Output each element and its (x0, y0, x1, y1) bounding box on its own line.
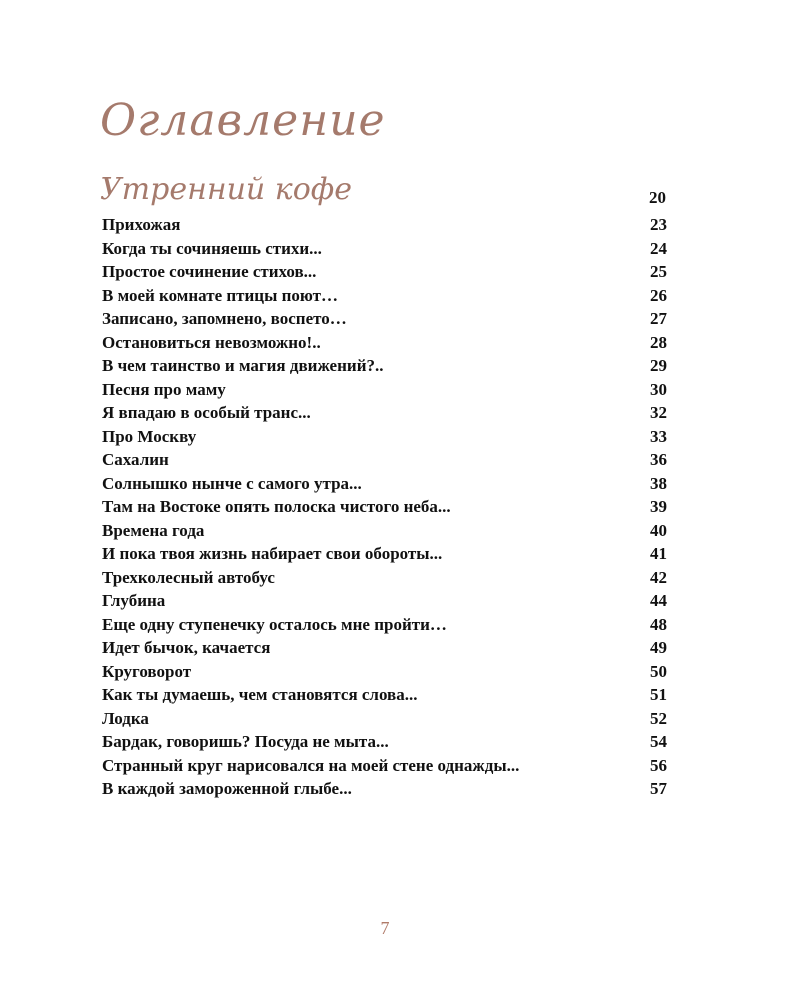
toc-entry-page: 24 (650, 238, 667, 258)
toc-entry-page: 51 (650, 685, 667, 704)
toc-entry (102, 730, 667, 754)
toc-entry-title: Идет бычок, качается (102, 638, 271, 657)
toc-entry (102, 401, 667, 425)
page-number: 7 (380, 918, 390, 938)
toc-entry-page: 32 (650, 403, 667, 422)
toc-entry-page: 50 (650, 661, 667, 681)
toc-entry (102, 636, 667, 660)
toc-entry-page: 25 (650, 262, 667, 281)
section-page-number: 20 (649, 188, 666, 207)
toc-entry-title: Песня про маму (102, 379, 226, 399)
toc-entry (102, 542, 667, 566)
toc-entry-page: 42 (650, 567, 667, 587)
toc-entry (102, 425, 667, 449)
toc-entry-title: В чем таинство и магия движений?.. (102, 356, 384, 375)
toc-entry (102, 331, 667, 355)
toc-entry (102, 448, 667, 472)
toc-entry (102, 472, 667, 496)
toc-entry (102, 613, 667, 637)
toc-entry-title: Записано, запомнено, воспето… (102, 309, 347, 328)
toc-entry-page: 36 (650, 450, 667, 469)
toc-entry-title: Лодка (102, 708, 149, 728)
toc-entry-title: Странный круг нарисовался на моей стене однажды... (102, 755, 520, 775)
toc-entry-title: И пока твоя жизнь набирает свои обороты... (102, 544, 443, 563)
toc-entry-title: Трехколесный автобус (102, 567, 275, 587)
toc-entry-title: Времена года (102, 520, 205, 540)
toc-entry (102, 566, 667, 590)
toc-entry (102, 307, 667, 331)
toc-entry (102, 354, 667, 378)
toc-entry-page: 44 (650, 591, 667, 610)
toc-entry-title: В каждой замороженной глыбе... (102, 779, 352, 798)
toc-entry-page: 49 (650, 638, 667, 657)
toc-entry (102, 213, 667, 237)
toc-entry (102, 683, 667, 707)
toc-entry-page: 27 (650, 309, 667, 328)
toc-entry-page: 40 (650, 520, 667, 540)
toc-entry-title: Про Москву (102, 426, 197, 446)
toc-entry-title: Остановиться невозможно!.. (102, 332, 321, 352)
toc-entry-title: Простое сочинение стихов... (102, 262, 317, 281)
toc-entry-page: 41 (650, 544, 667, 563)
page-title: Оглавление (100, 95, 386, 146)
toc-entry (102, 519, 667, 543)
toc-entry (102, 260, 667, 284)
toc-entry-title: Как ты думаешь, чем становятся слова... (102, 685, 418, 704)
toc-entry-title: Глубина (102, 591, 166, 610)
toc-entry-page: 26 (650, 285, 667, 305)
toc-entry (102, 660, 667, 684)
toc-entry (102, 495, 667, 519)
toc-entry-title: В моей комнате птицы поют… (102, 285, 339, 305)
toc-entry (102, 754, 667, 778)
toc-entry (102, 777, 667, 801)
toc-entry-page: 28 (650, 332, 667, 352)
toc-entry-title: Сахалин (102, 450, 169, 469)
toc-entry-page: 54 (650, 732, 667, 751)
toc-entry-page: 52 (650, 708, 667, 728)
toc-entry-title: Прихожая (102, 215, 181, 234)
toc-entry-page: 57 (650, 779, 667, 798)
toc-entry (102, 589, 667, 613)
toc-entry-page: 30 (650, 379, 667, 399)
section-title: Утренний кофе (100, 172, 352, 207)
toc-entry-title: Круговорот (102, 661, 192, 681)
toc-entry-title: Там на Востоке опять полоска чистого неба... (102, 497, 451, 516)
toc-entry (102, 237, 667, 261)
table-of-contents (102, 213, 667, 801)
toc-entry (102, 707, 667, 731)
toc-entry-page: 39 (650, 497, 667, 516)
toc-entry-page: 38 (650, 473, 667, 493)
toc-entry-page: 29 (650, 356, 667, 375)
toc-entry-title: Еще одну ступенечку осталось мне пройти… (102, 614, 447, 634)
toc-entry-title: Я впадаю в особый транс... (102, 403, 311, 422)
toc-entry-title: Солнышко нынче с самого утра... (102, 473, 362, 493)
toc-entry-page: 23 (650, 215, 667, 234)
toc-entry-page: 56 (650, 755, 667, 775)
toc-entry (102, 378, 667, 402)
toc-entry-page: 48 (650, 614, 667, 634)
toc-entry-title: Когда ты сочиняешь стихи... (102, 238, 322, 258)
toc-entry-page: 33 (650, 426, 667, 446)
toc-entry (102, 284, 667, 308)
toc-entry-title: Бардак, говоришь? Посуда не мыта... (102, 732, 389, 751)
